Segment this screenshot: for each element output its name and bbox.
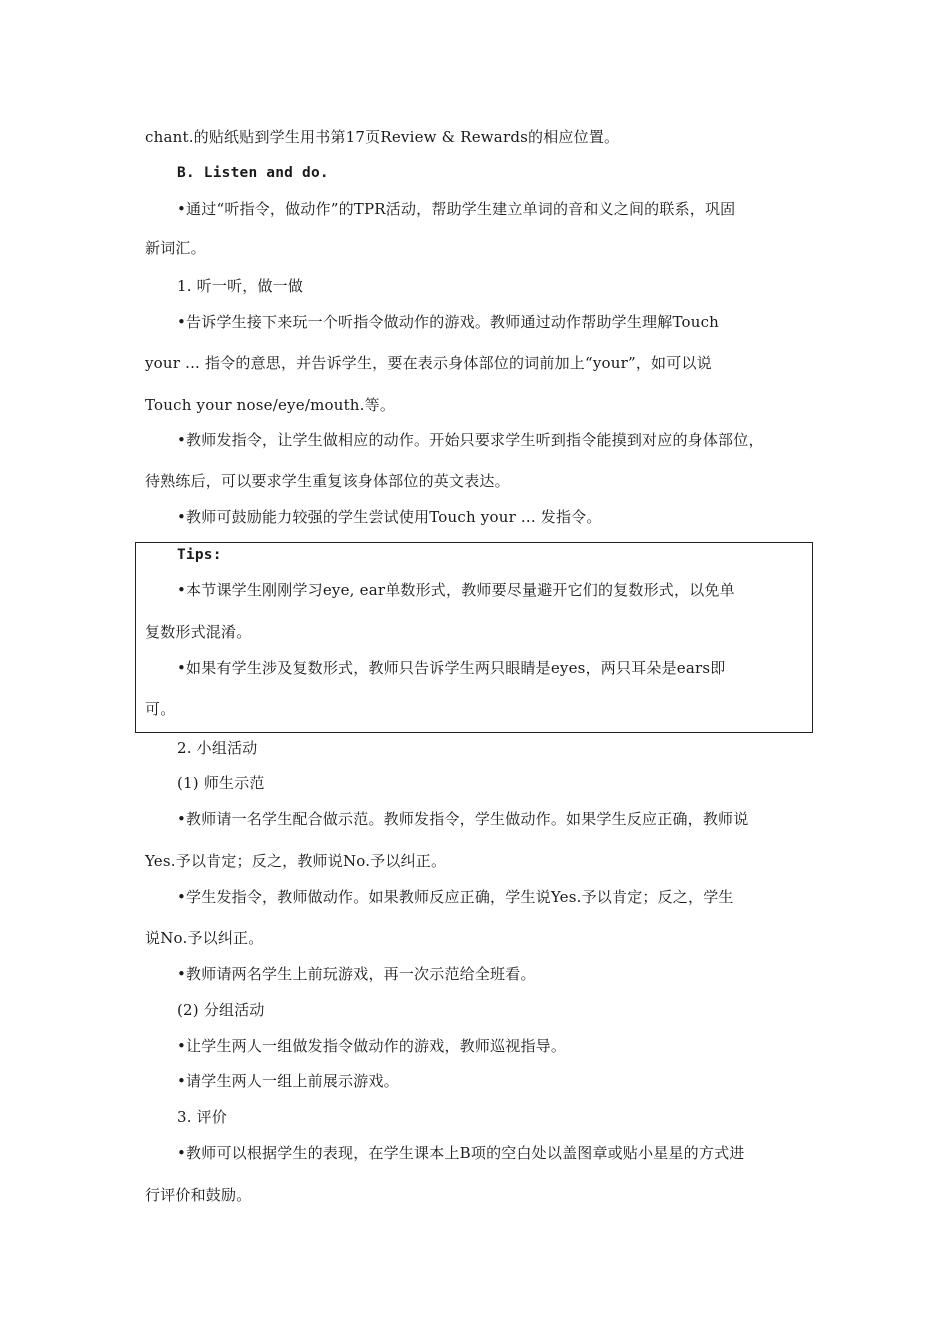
bullet-paragraph: •教师可以根据学生的表现，在学生课本上B项的空白处以盖图章或贴小星星的方式进 — [177, 1144, 745, 1162]
tips-bullet: •本节课学生刚刚学习eye, ear单数形式，教师要尽量避开它们的复数形式，以免单 — [177, 581, 735, 599]
bullet-paragraph: •通过“听指令，做动作”的TPR活动，帮助学生建立单词的音和义之间的联系，巩固 — [177, 200, 736, 218]
bullet-paragraph: •教师发指令，让学生做相应的动作。开始只要求学生听到指令能摸到对应的身体部位， — [177, 431, 764, 449]
paragraph-line: 行评价和鼓励。 — [145, 1186, 252, 1204]
step-heading: 2. 小组活动 — [177, 739, 258, 757]
bullet-paragraph: •告诉学生接下来玩一个听指令做动作的游戏。教师通过动作帮助学生理解Touch — [177, 313, 720, 331]
paragraph-line: 说No.予以纠正。 — [145, 929, 264, 947]
tips-line: 可。 — [145, 700, 176, 718]
bullet-paragraph: •教师可鼓励能力较强的学生尝试使用Touch your ... 发指令。 — [177, 508, 602, 526]
step-heading: 3. 评价 — [177, 1108, 228, 1126]
paragraph-line: Yes.予以肯定；反之，教师说No.予以纠正。 — [145, 852, 447, 870]
tips-bullet: •如果有学生涉及复数形式，教师只告诉学生两只眼睛是eyes，两只耳朵是ears即 — [177, 659, 726, 677]
paragraph-line: Touch your nose/eye/mouth.等。 — [145, 396, 396, 414]
paragraph-line: 待熟练后，可以要求学生重复该身体部位的英文表达。 — [145, 472, 510, 490]
paragraph-line: chant.的贴纸贴到学生用书第17页Review & Rewards的相应位置。 — [145, 128, 620, 146]
paragraph-line: your ... 指令的意思，并告诉学生，要在表示身体部位的词前加上“your”，如可以说 — [145, 354, 712, 372]
step-heading: 1. 听一听，做一做 — [177, 277, 304, 295]
bullet-paragraph: •学生发指令，教师做动作。如果教师反应正确，学生说Yes.予以肯定；反之，学生 — [177, 888, 734, 906]
bullet-paragraph: •请学生两人一组上前展示游戏。 — [177, 1072, 399, 1090]
tips-line: 复数形式混淆。 — [145, 623, 252, 641]
sub-step-heading: (2) 分组活动 — [177, 1001, 265, 1019]
tips-title: Tips: — [177, 547, 222, 563]
bullet-paragraph: •教师请两名学生上前玩游戏，再一次示范给全班看。 — [177, 965, 536, 983]
bullet-paragraph: •教师请一名学生配合做示范。教师发指令，学生做动作。如果学生反应正确，教师说 — [177, 810, 749, 828]
bullet-paragraph: •让学生两人一组做发指令做动作的游戏，教师巡视指导。 — [177, 1037, 567, 1055]
section-heading-listen-and-do: B. Listen and do. — [177, 165, 329, 181]
sub-step-heading: (1) 师生示范 — [177, 774, 265, 792]
paragraph-line: 新词汇。 — [145, 239, 206, 257]
